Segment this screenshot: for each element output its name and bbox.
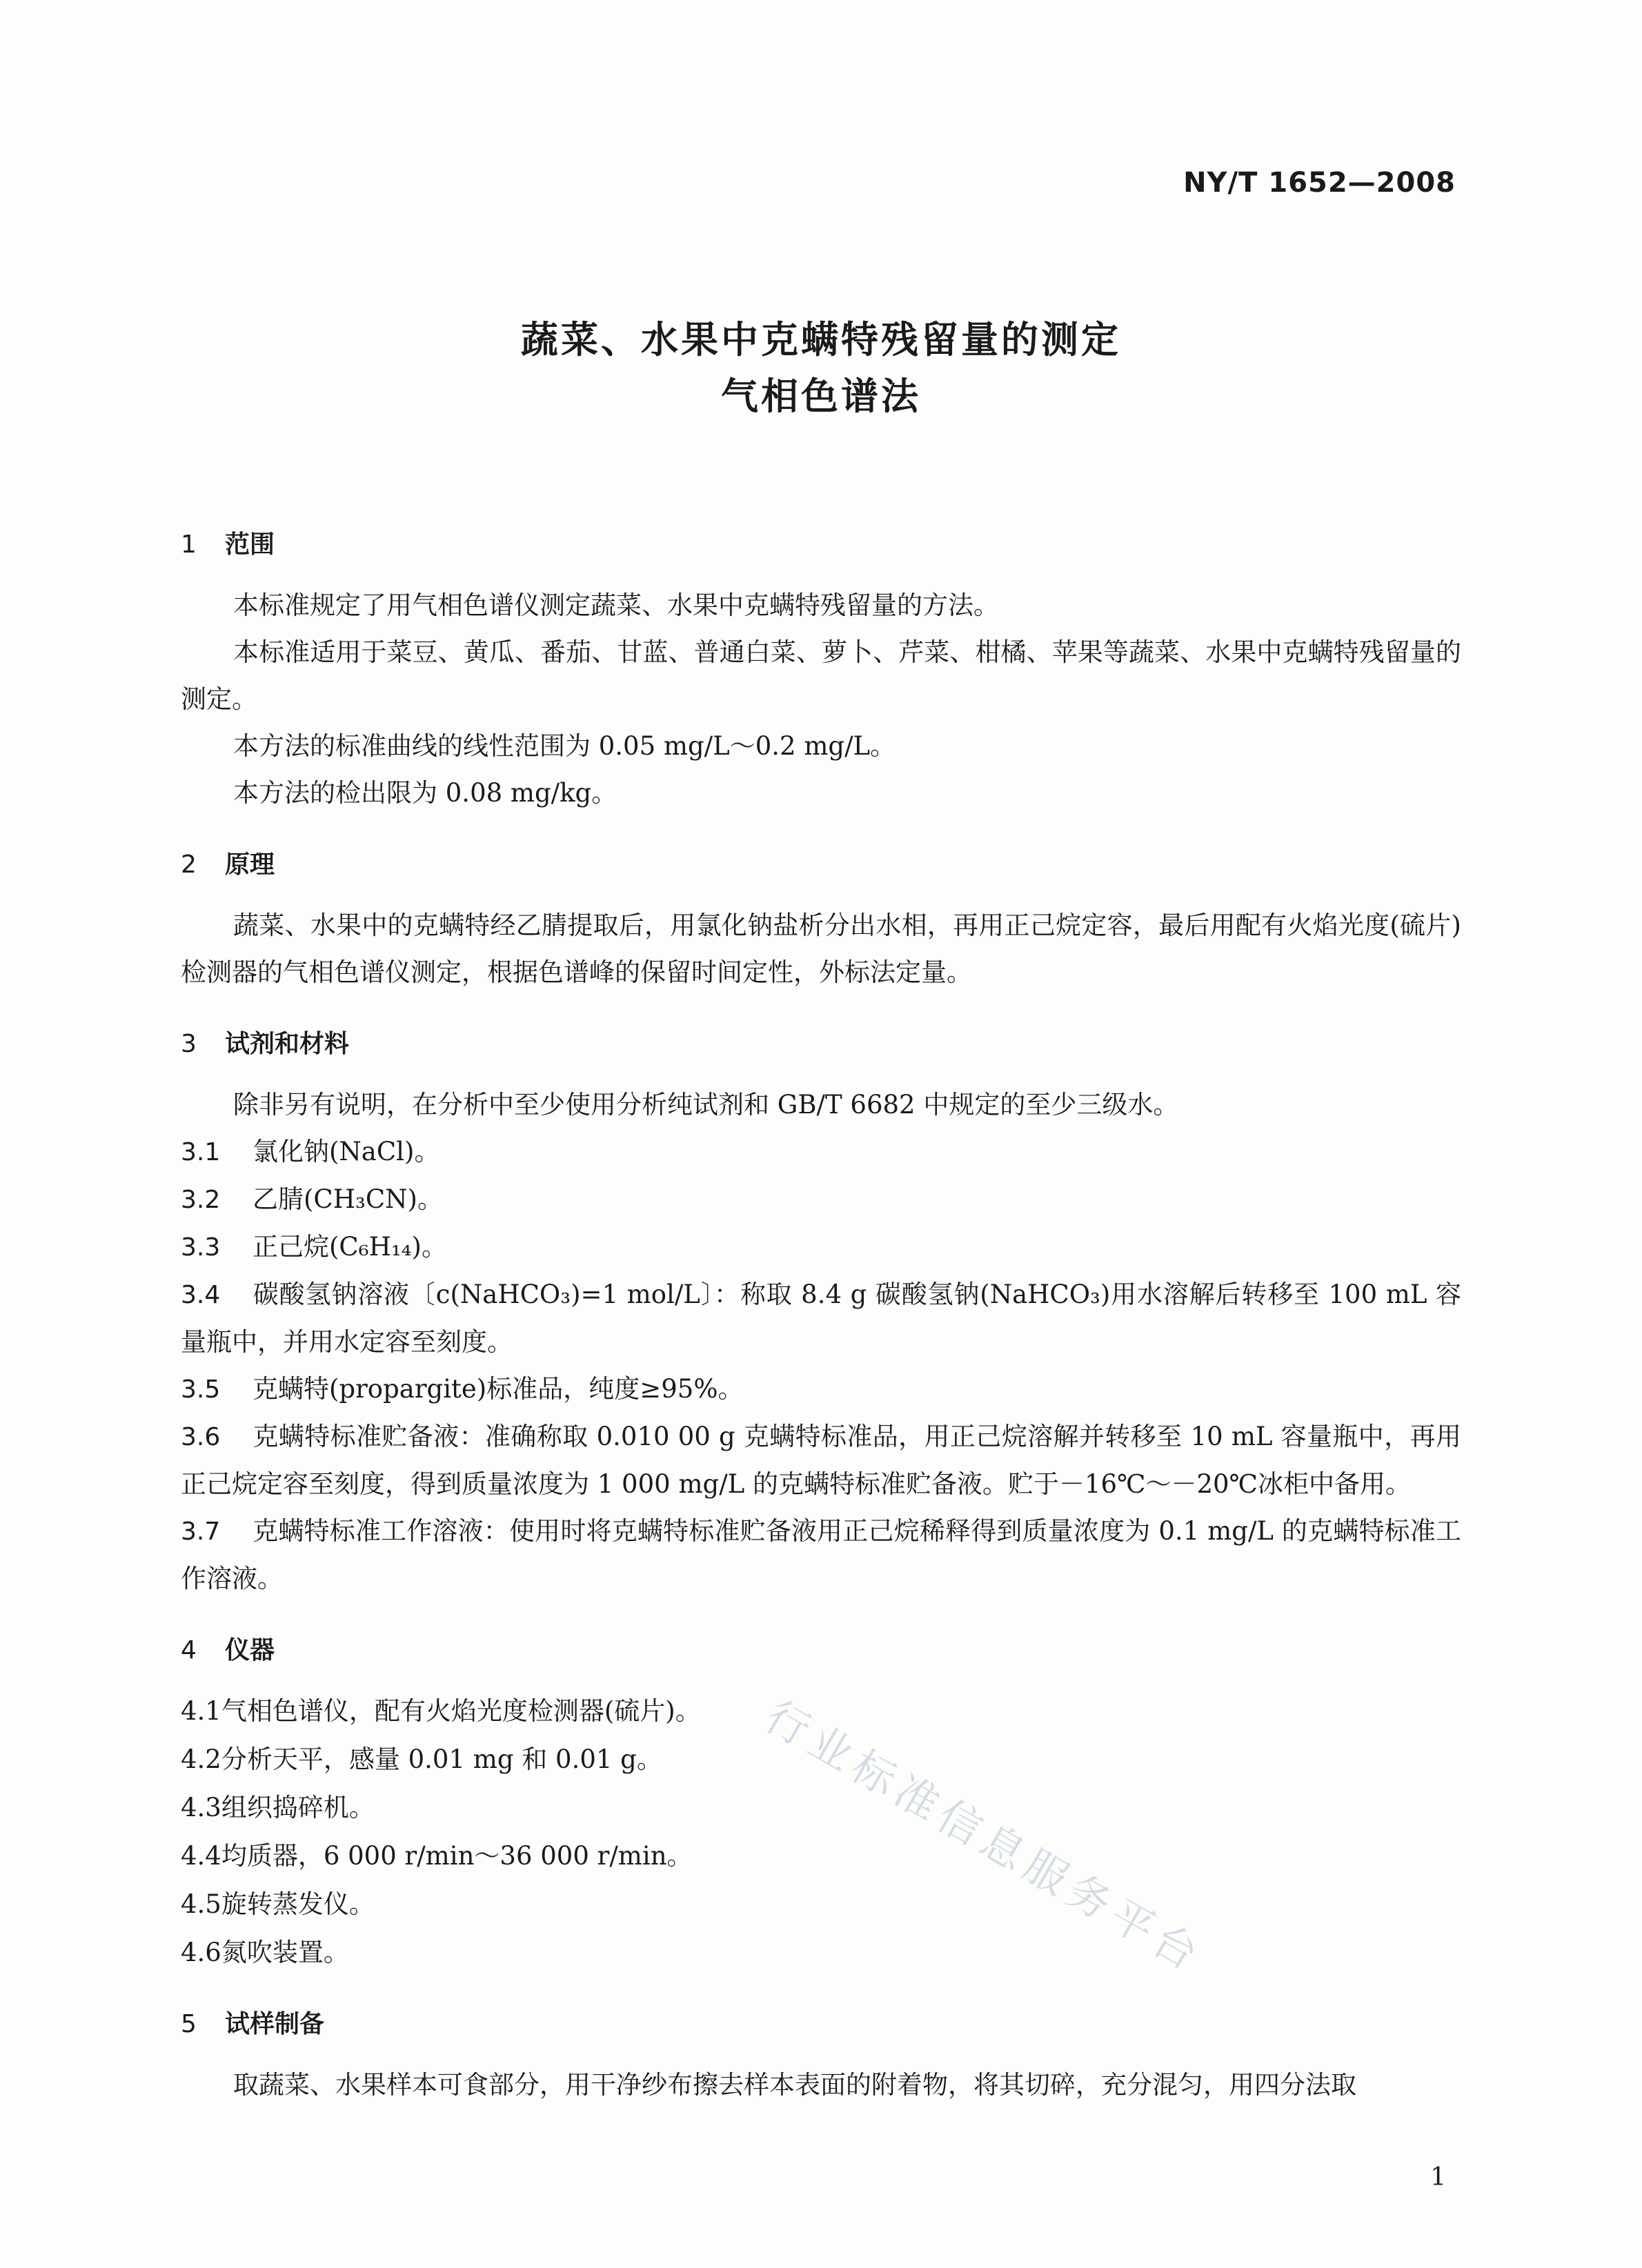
section-5-heading	[181, 2004, 1461, 2045]
item-text: 组织捣碎机。	[221, 1793, 375, 1822]
list-item	[181, 1929, 1461, 1976]
item-number: 4.3	[181, 1793, 221, 1822]
section-title: 仪器	[225, 1636, 275, 1664]
item-text: 气相色谱仪，配有火焰光度检测器(硫片)。	[221, 1696, 701, 1726]
item-number: 3.3	[181, 1233, 221, 1262]
item-number: 4.1	[181, 1696, 221, 1726]
item-text: 碳酸氢钠溶液〔c(NaHCO₃)=1 mol/L〕：称取 8.4 g 碳酸氢钠(NaHCO₃)用水溶解后转移至 100 mL 容量瓶中，并用水定容至刻度。	[181, 1280, 1461, 1357]
paragraph: 本标准规定了用气相色谱仪测定蔬菜、水果中克螨特残留量的方法。	[233, 590, 999, 620]
watermark: 行业标准信息服务平台	[757, 1691, 1213, 1983]
list-item	[181, 1413, 1461, 1508]
section-number: 1	[181, 530, 197, 559]
item-text: 旋转蒸发仪。	[221, 1889, 375, 1919]
section-1-heading	[181, 524, 1461, 566]
section-title: 试样制备	[225, 2010, 325, 2038]
section-title: 试剂和材料	[225, 1030, 350, 1058]
item-text: 克螨特标准工作溶液：使用时将克螨特标准贮备液用正己烷稀释得到质量浓度为 0.1 mg/L 的克螨特标准工作溶液。	[181, 1516, 1461, 1593]
paragraph: 本标准适用于菜豆、黄瓜、番茄、甘蓝、普通白菜、萝卜、芹菜、柑橘、苹果等蔬菜、水果中克螨特残留量的测定。	[181, 637, 1461, 714]
standard-code: NY/T 1652—2008	[1183, 167, 1456, 199]
item-text: 正己烷(C₆H₁₄)。	[253, 1232, 447, 1262]
title-line-2: 气相色谱法	[721, 375, 921, 418]
item-text: 分析天平，感量 0.01 mg 和 0.01 g。	[221, 1744, 662, 1774]
section-title: 原理	[225, 850, 275, 879]
paragraph: 取蔬菜、水果样本可食部分，用干净纱布擦去样本表面的附着物，将其切碎，充分混匀，用四分法取	[233, 2070, 1356, 2100]
list-item	[181, 1508, 1461, 1602]
paragraph: 本方法的标准曲线的线性范围为 0.05 mg/L～0.2 mg/L。	[233, 731, 896, 761]
item-number: 3.4	[181, 1281, 221, 1309]
item-text: 乙腈(CH₃CN)。	[253, 1184, 443, 1214]
item-text: 氮吹装置。	[221, 1938, 349, 1967]
list-item	[181, 1128, 1461, 1176]
page-number: 1	[1430, 2163, 1446, 2191]
paragraph: 本方法的检出限为 0.08 mg/kg。	[233, 778, 617, 808]
title-line-1: 蔬菜、水果中克螨特残留量的测定	[521, 318, 1121, 361]
section-number: 2	[181, 850, 197, 879]
item-number: 4.5	[181, 1889, 221, 1919]
paragraph: 蔬菜、水果中的克螨特经乙腈提取后，用氯化钠盐析分出水相，再用正己烷定容，最后用配有火焰光度(硫片)检测器的气相色谱仪测定，根据色谱峰的保留时间定性，外标法定量。	[181, 911, 1461, 987]
list-item	[181, 1176, 1461, 1224]
section-number: 4	[181, 1636, 197, 1664]
list-item	[181, 1833, 1461, 1880]
section-2-heading	[181, 844, 1461, 886]
list-item	[181, 1784, 1461, 1831]
item-text: 均质器，6 000 r/min～36 000 r/min。	[221, 1841, 693, 1871]
section-4-heading	[181, 1630, 1461, 1671]
item-number: 3.6	[181, 1423, 221, 1451]
item-number: 3.1	[181, 1138, 221, 1166]
section-title: 范围	[225, 530, 275, 559]
item-text: 克螨特(propargite)标准品，纯度≥95%。	[253, 1374, 744, 1404]
paragraph: 除非另有说明，在分析中至少使用分析纯试剂和 GB/T 6682 中规定的至少三级水。	[233, 1090, 1179, 1120]
item-number: 4.2	[181, 1744, 221, 1774]
document-body	[181, 524, 1461, 2109]
section-3-heading	[181, 1024, 1461, 1065]
section-number: 5	[181, 2010, 197, 2038]
list-item	[181, 1271, 1461, 1366]
list-item	[181, 1881, 1461, 1928]
item-text: 克螨特标准贮备液：准确称取 0.010 00 g 克螨特标准品，用正己烷溶解并转移至 10 mL 容量瓶中，再用正己烷定容至刻度，得到质量浓度为 1 000 mg/L 的克螨特标准贮备液。贮于－16℃～－20℃冰柜中备用。	[181, 1422, 1461, 1499]
item-number: 3.5	[181, 1375, 221, 1404]
item-number: 3.7	[181, 1518, 221, 1546]
item-number: 4.4	[181, 1841, 221, 1871]
item-number: 3.2	[181, 1186, 221, 1214]
list-item	[181, 1224, 1461, 1271]
item-number: 4.6	[181, 1938, 221, 1967]
list-item	[181, 1366, 1461, 1413]
document-title	[0, 312, 1642, 425]
item-text: 氯化钠(NaCl)。	[253, 1137, 440, 1166]
section-number: 3	[181, 1030, 197, 1058]
